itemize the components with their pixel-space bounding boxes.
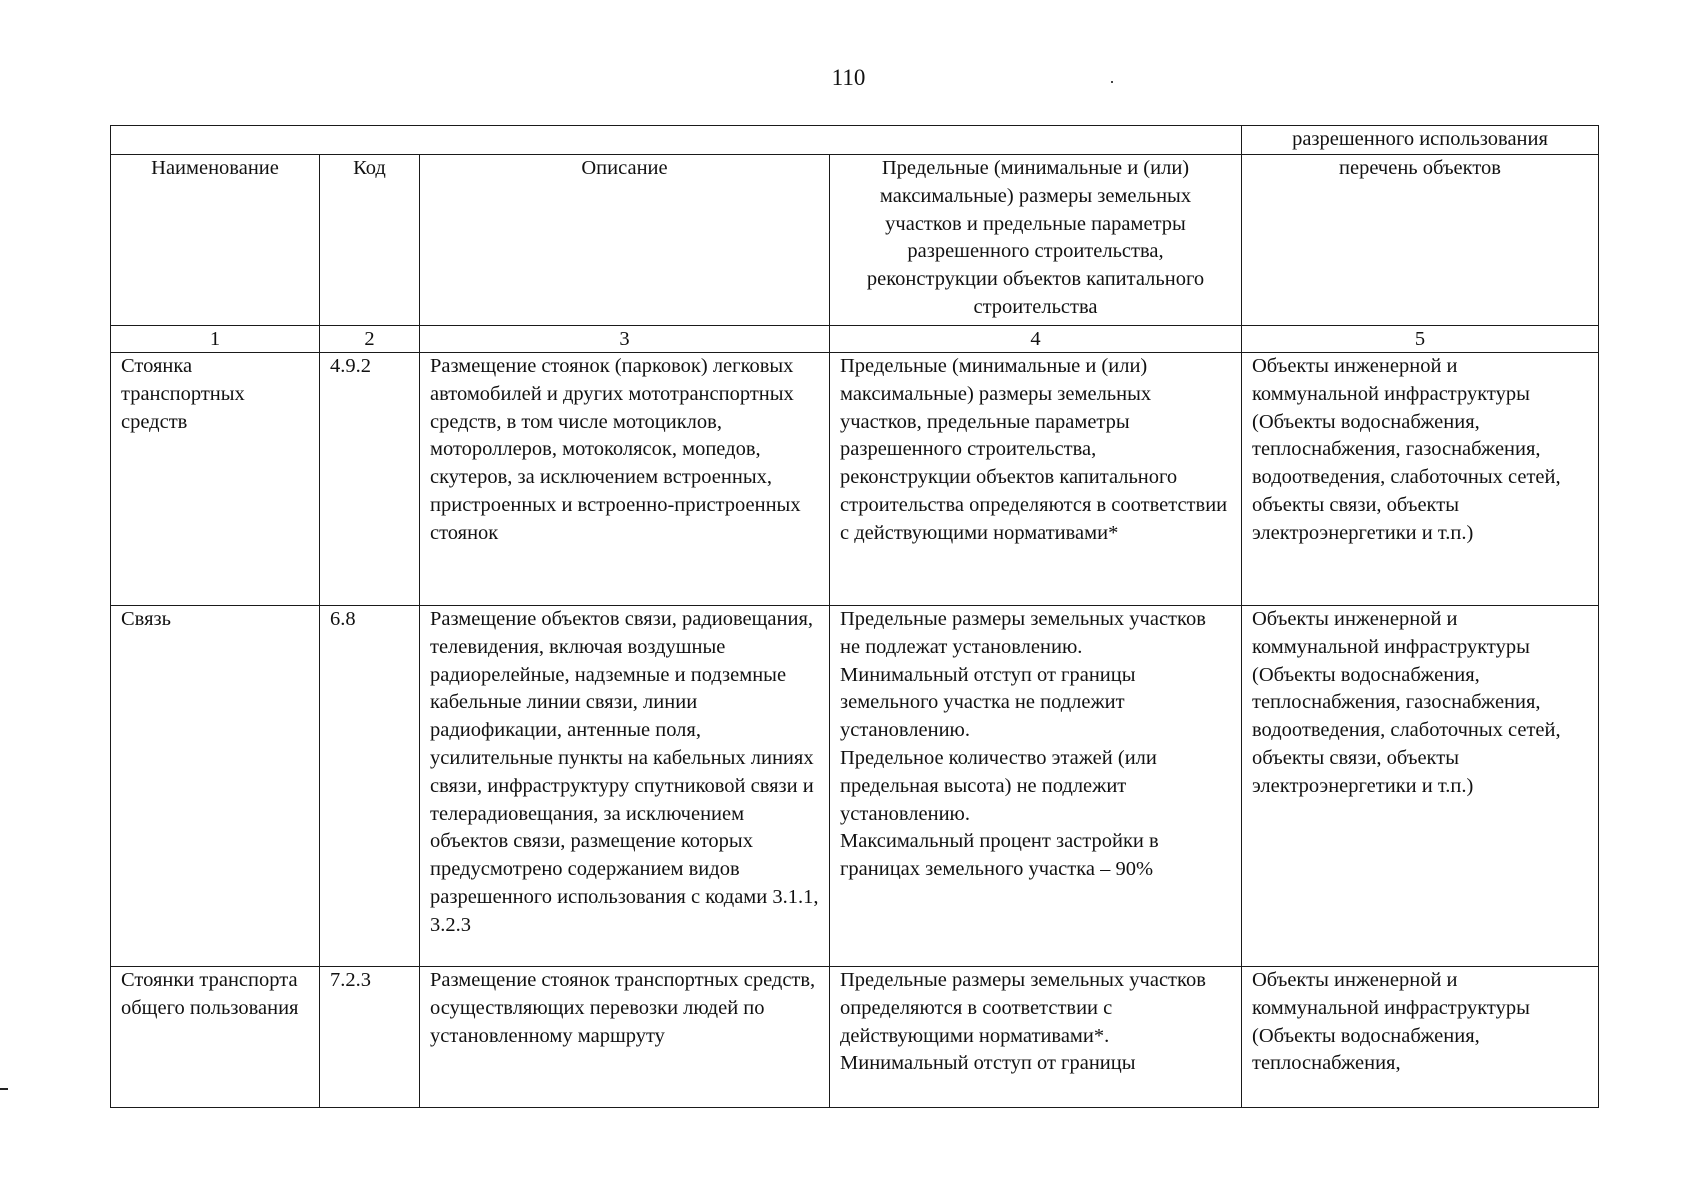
header-description: Описание [420, 155, 830, 326]
page-number: 110 [831, 65, 866, 90]
permitted-use-table [110, 125, 1599, 1108]
table-row [111, 353, 1599, 606]
continuation-header-row [111, 126, 1599, 155]
table-row [111, 606, 1599, 967]
row-name: Стоянки транспорта общего пользования [111, 967, 320, 1108]
row-limits: Предельные размеры земельных участков определяются в соответствии с действующими нормативами*. Минимальный отступ от границы [830, 967, 1242, 1108]
column-numbers-row [111, 326, 1599, 353]
row-code: 7.2.3 [320, 967, 420, 1108]
header-objects: перечень объектов [1242, 155, 1599, 326]
continuation-header-cell: разрешенного использования [1242, 126, 1599, 155]
column-number: 1 [111, 326, 320, 353]
row-description: Размещение стоянок транспортных средств, осуществляющих перевозки людей по установленному маршруту [420, 967, 830, 1108]
row-objects: Объекты инженерной и коммунальной инфраструктуры (Объекты водоснабжения, теплоснабжения, газоснабжения, водоотведения, слаботочных сетей, объекты связи, объекты электроэнергетики и т.п.) [1242, 353, 1599, 606]
column-number: 3 [420, 326, 830, 353]
row-limits: Предельные (минимальные и (или) максимальные) размеры земельных участков, предельные параметры разрешенного строительства, реконструкции объектов капитального строительства определяются в соответствии с действующими нормативами* [830, 353, 1242, 606]
row-name: Стоянка транспортных средств [111, 353, 320, 606]
row-objects: Объекты инженерной и коммунальной инфраструктуры (Объекты водоснабжения, теплоснабжения, газоснабжения, водоотведения, слаботочных сетей, объекты связи, объекты электроэнергетики и т.п.) [1242, 606, 1599, 967]
row-code: 6.8 [320, 606, 420, 967]
row-description: Размещение стоянок (парковок) легковых автомобилей и других мототранспортных средств, в том числе мотоциклов, мотороллеров, мотоколясок, мопедов, скутеров, за исключением встроенных, пристроенных и встроенно-пристроенных стоянок [420, 353, 830, 606]
header-limits: Предельные (минимальные и (или) максимальные) размеры земельных участков и предельные параметры разрешенного строительства, реконструкции объектов капитального строительства [830, 155, 1242, 326]
row-description: Размещение объектов связи, радиовещания, телевидения, включая воздушные радиорелейные, надземные и подземные кабельные линии связи, линии радиофикации, антенные поля, усилительные пункты на кабельных линиях связи, инфраструктуру спутниковой связи и телерадиовещания, за исключением объектов связи, размещение которых предусмотрено содержанием видов разрешенного использования с кодами 3.1.1, 3.2.3 [420, 606, 830, 967]
continuation-empty-cell [111, 126, 1242, 155]
column-number: 5 [1242, 326, 1599, 353]
row-limits: Предельные размеры земельных участков не подлежат установлению. Минимальный отступ от границы земельного участка не подлежит установлению. Предельное количество этажей (или предельная высота) не подлежит установлению. Максимальный процент застройки в границах земельного участка – 90% [830, 606, 1242, 967]
margin-mark [0, 1088, 8, 1090]
column-number: 4 [830, 326, 1242, 353]
row-name: Связь [111, 606, 320, 967]
row-code: 4.9.2 [320, 353, 420, 606]
row-objects: Объекты инженерной и коммунальной инфраструктуры (Объекты водоснабжения, теплоснабжения, [1242, 967, 1599, 1108]
column-headers-row [111, 155, 1599, 326]
header-code: Код [320, 155, 420, 326]
table-row [111, 967, 1599, 1108]
column-number: 2 [320, 326, 420, 353]
scan-speck [1111, 81, 1113, 83]
header-name: Наименование [111, 155, 320, 326]
